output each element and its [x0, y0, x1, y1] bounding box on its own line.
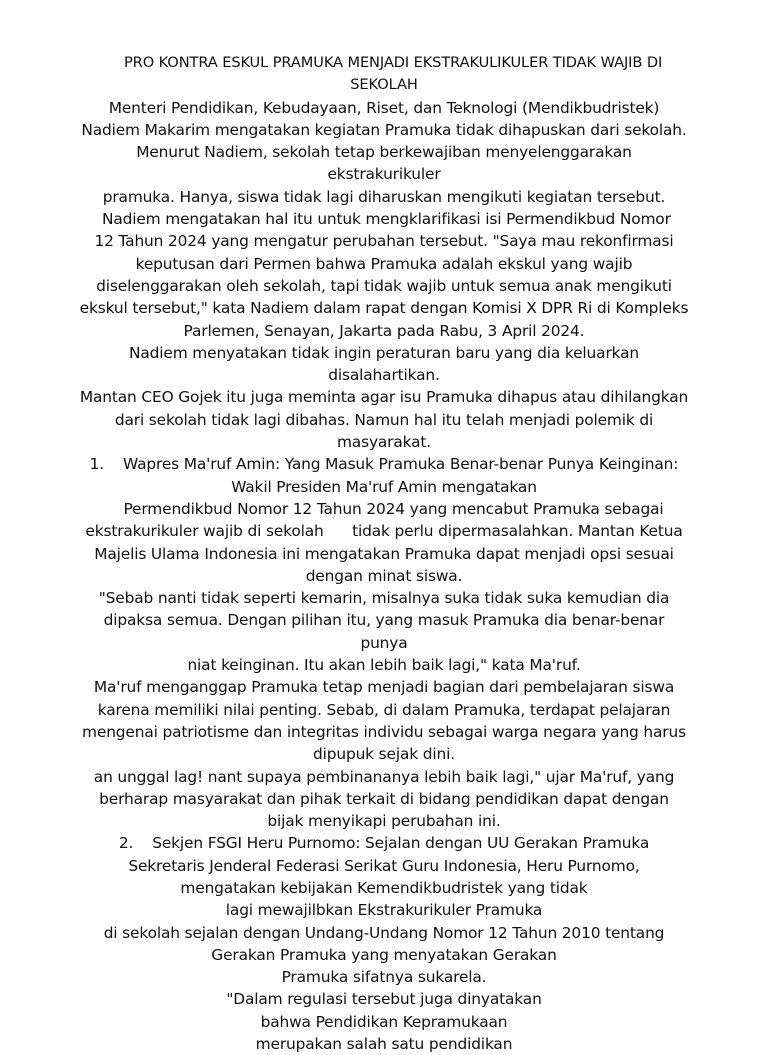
- body-line: dengan minat siswa.: [305, 566, 463, 585]
- body-line: Majelis Ulama Indonesia ini mengatakan Pramuka dapat menjadi opsi sesuai: [94, 544, 674, 563]
- body-line: pramuka. Hanya, siswa tidak lagi diharuskan mengikuti kegiatan tersebut.: [102, 187, 666, 206]
- body-line: Menteri Pendidikan, Kebudayaan, Riset, dan Teknologi (Mendikbudristek): [108, 98, 660, 117]
- body-line: Wakil Presiden Ma'ruf Amin mengatakan: [231, 477, 537, 496]
- list-item-heading: 2. Sekjen FSGI Heru Purnomo: Sejalan dengan UU Gerakan Pramuka: [118, 834, 650, 853]
- body-line: Pramuka sifatnya sukarela.: [281, 968, 487, 987]
- body-line: ekstrakurikuler: [327, 165, 441, 184]
- body-line: niat keinginan. Itu akan lebih baik lagi," kata Ma'ruf.: [187, 656, 581, 675]
- body-line: ekstrakurikuler wajib di sekolah tidak perlu dipermasalahkan. Mantan Ketua: [85, 522, 683, 541]
- body-line: punya: [360, 633, 408, 652]
- body-line: Mantan CEO Gojek itu juga meminta agar isu Pramuka dihapus atau dihilangkan: [79, 388, 689, 407]
- body-line: Nadiem menyatakan tidak ingin peraturan baru yang dia keluarkan: [128, 343, 639, 362]
- body-line: mengatakan kebijakan Kemendikbudristek yang tidak: [180, 878, 588, 897]
- body-line: masyarakat.: [336, 433, 432, 452]
- body-line: Permendikbud Nomor 12 Tahun 2024 yang mencabut Pramuka sebagai: [104, 499, 664, 518]
- body-line: 12 Tahun 2024 yang mengatur perubahan tersebut. "Saya mau rekonfirmasi: [94, 232, 674, 251]
- body-line: disalahartikan.: [328, 366, 440, 385]
- body-line: keputusan dari Permen bahwa Pramuka adalah ekskul yang wajib: [135, 254, 633, 273]
- body-line: lagi mewajilbkan Ekstrakurikuler Pramuka: [225, 901, 543, 920]
- title-line: PRO KONTRA ESKUL PRAMUKA MENJADI EKSTRAKULIKULER TIDAK WAJIB DI: [105, 54, 663, 71]
- body-line: an unggal lag! nant supaya pembinananya lebih baik lagi," ujar Ma'ruf, yang: [93, 767, 675, 786]
- body-line: dipaksa semua. Dengan pilihan itu, yang masuk Pramuka dia benar-benar: [103, 611, 665, 630]
- body-line: merupakan salah satu pendidikan: [255, 1035, 513, 1054]
- body-line: berharap masyarakat dan pihak terkait di bidang pendidikan dapat dengan: [99, 789, 669, 808]
- document-title: [18, 52, 750, 97]
- body-line: Gerakan Pramuka yang menyatakan Gerakan: [211, 945, 557, 964]
- body-line: mengenai patriotisme dan integritas individu sebagai warga negara yang harus: [82, 722, 686, 741]
- body-line: diselenggarakan oleh sekolah, tapi tidak wajib untuk semua anak mengikuti: [96, 276, 672, 295]
- body-line: "Sebab nanti tidak seperti kemarin, misalnya suka tidak suka kemudian dia: [98, 589, 670, 608]
- body-line: Nadiem mengatakan hal itu untuk mengklarifikasi isi Permendikbud Nomor: [97, 210, 671, 229]
- body-line: bijak menyikapi perubahan ini.: [267, 812, 501, 831]
- body-line: Parlemen, Senayan, Jakarta pada Rabu, 3 April 2024.: [183, 321, 585, 340]
- list-item-heading: 1. Wapres Ma'ruf Amin: Yang Masuk Pramuka Benar-benar Punya Keinginan:: [89, 455, 679, 474]
- body-line: bahwa Pendidikan Kepramukaan: [260, 1012, 508, 1031]
- body-line: Sekretaris Jenderal Federasi Serikat Guru Indonesia, Heru Purnomo,: [128, 856, 640, 875]
- body-line: dari sekolah tidak lagi dibahas. Namun hal itu telah menjadi polemik di: [114, 410, 654, 429]
- body-line: dipupuk sejak dini.: [312, 745, 456, 764]
- document-body: [18, 97, 750, 1055]
- body-line: karena memiliki nilai penting. Sebab, di dalam Pramuka, terdapat pelajaran: [97, 700, 671, 719]
- body-line: Nadiem Makarim mengatakan kegiatan Pramuka tidak dihapuskan dari sekolah.: [81, 120, 687, 139]
- body-line: Menurut Nadiem, sekolah tetap berkewajiban menyelenggarakan: [136, 143, 632, 162]
- body-line: "Dalam regulasi tersebut juga dinyatakan: [226, 990, 542, 1009]
- body-line: di sekolah sejalan dengan Undang-Undang Nomor 12 Tahun 2010 tentang: [103, 923, 665, 942]
- title-line: SEKOLAH: [350, 76, 418, 94]
- body-line: Ma'ruf menganggap Pramuka tetap menjadi bagian dari pembelajaran siswa: [93, 678, 675, 697]
- body-line: ekskul tersebut," kata Nadiem dalam rapat dengan Komisi X DPR Ri di Kompleks: [79, 299, 689, 318]
